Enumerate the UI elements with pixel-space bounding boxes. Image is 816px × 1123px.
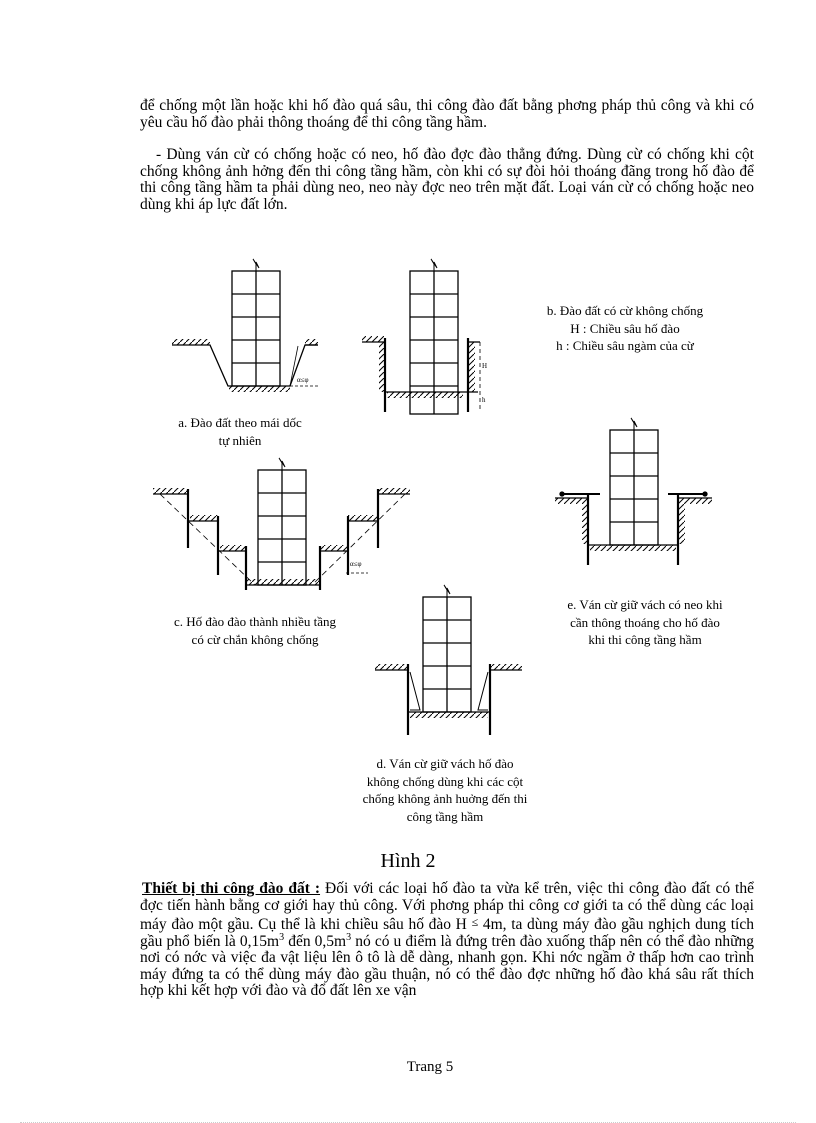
label-h: h	[482, 396, 486, 404]
equipment-lead: Thiết bị thi công đào đất :	[142, 880, 321, 897]
slope-label-c: α≤φ	[350, 560, 362, 568]
figure-heading: Hình 2	[380, 850, 436, 872]
caption-c: c. Hố đào đào thành nhiều tầng có cừ chắn không chống	[173, 614, 337, 647]
caption-b: b. Đào đất có cừ không chống H : Chiều sâu hố đào h : Chiều sâu ngàm của cừ	[546, 303, 704, 353]
bottom-paragraph: Thiết bị thi công đào đất : Đối với các loại hố đào ta vừa kể trên, việc thi công đào đất có thể đợc tiến hành bằng cơ giới hay thủ công. Với phơng pháp thi công cơ giới ta có thể dùng các loại máy đào một gầu. Cụ thể là khi chiều sâu hố đào H ≤ 4m, ta dùng máy đào gầu nghịch dung tích gầu phổ biến là $0,15m^3$ đến $0,5m^3$ nó có u điểm là đứng trên đào xuống thấp nên có thể đào những nơi có nớc và việc đa vật liệu lên ô tô là dễ dàng, nhanh gọn. Khi nớc ngầm ở thấp hơn cao trình máy đứng ta có thể dùng máy đào gầu thuận, nó có thể đào đợc những hố đào khá sâu rất thích hợp khi kết hợp với đào và đổ đất lên xe vận	[140, 880, 754, 999]
page-footer: Trang 5	[406, 1059, 454, 1075]
slope-label-a: α≤φ	[297, 376, 309, 384]
paragraph-2: - Dùng ván cừ có chống hoặc có neo, hố đào đợc đào thẳng đứng. Dùng cừ có chống khi cột chống không ảnh hởng đến thi công tầng hầm, còn khi có sự đòi hỏi thoáng đãng trong hố đào để thi công tầng hầm ta phải dùng neo, neo này đợc neo trên mặt đất. Loại ván cừ có chống hoặc neo dùng khi áp lực đất lớn.	[140, 146, 754, 213]
caption-e: e. Ván cừ giữ vách có neo khi cần thông thoáng cho hố đào khi thi công tầng hầm	[567, 597, 723, 647]
caption-a: a. Đào đất theo mái dốc tự nhiên	[178, 415, 302, 448]
paragraph-1: để chống một lần hoặc khi hố đào quá sâu, thi công đào đất bằng phơng pháp thủ công và khi có yêu cầu hố đào phải thông thoáng để thi công tầng hầm.	[140, 97, 754, 131]
label-H: H	[482, 362, 488, 370]
diagram-d-braced	[375, 585, 522, 735]
diagram-a-natural-slope	[172, 259, 318, 392]
diagram-b-sheet-pile	[362, 259, 487, 414]
caption-d: d. Ván cừ giữ vách hố đào không chống dùng khi các cột chống không ảnh huởng đến thi công tầng hầm	[362, 756, 528, 824]
diagram-c-multi-level	[153, 458, 410, 590]
diagram-e-anchored	[555, 418, 712, 565]
